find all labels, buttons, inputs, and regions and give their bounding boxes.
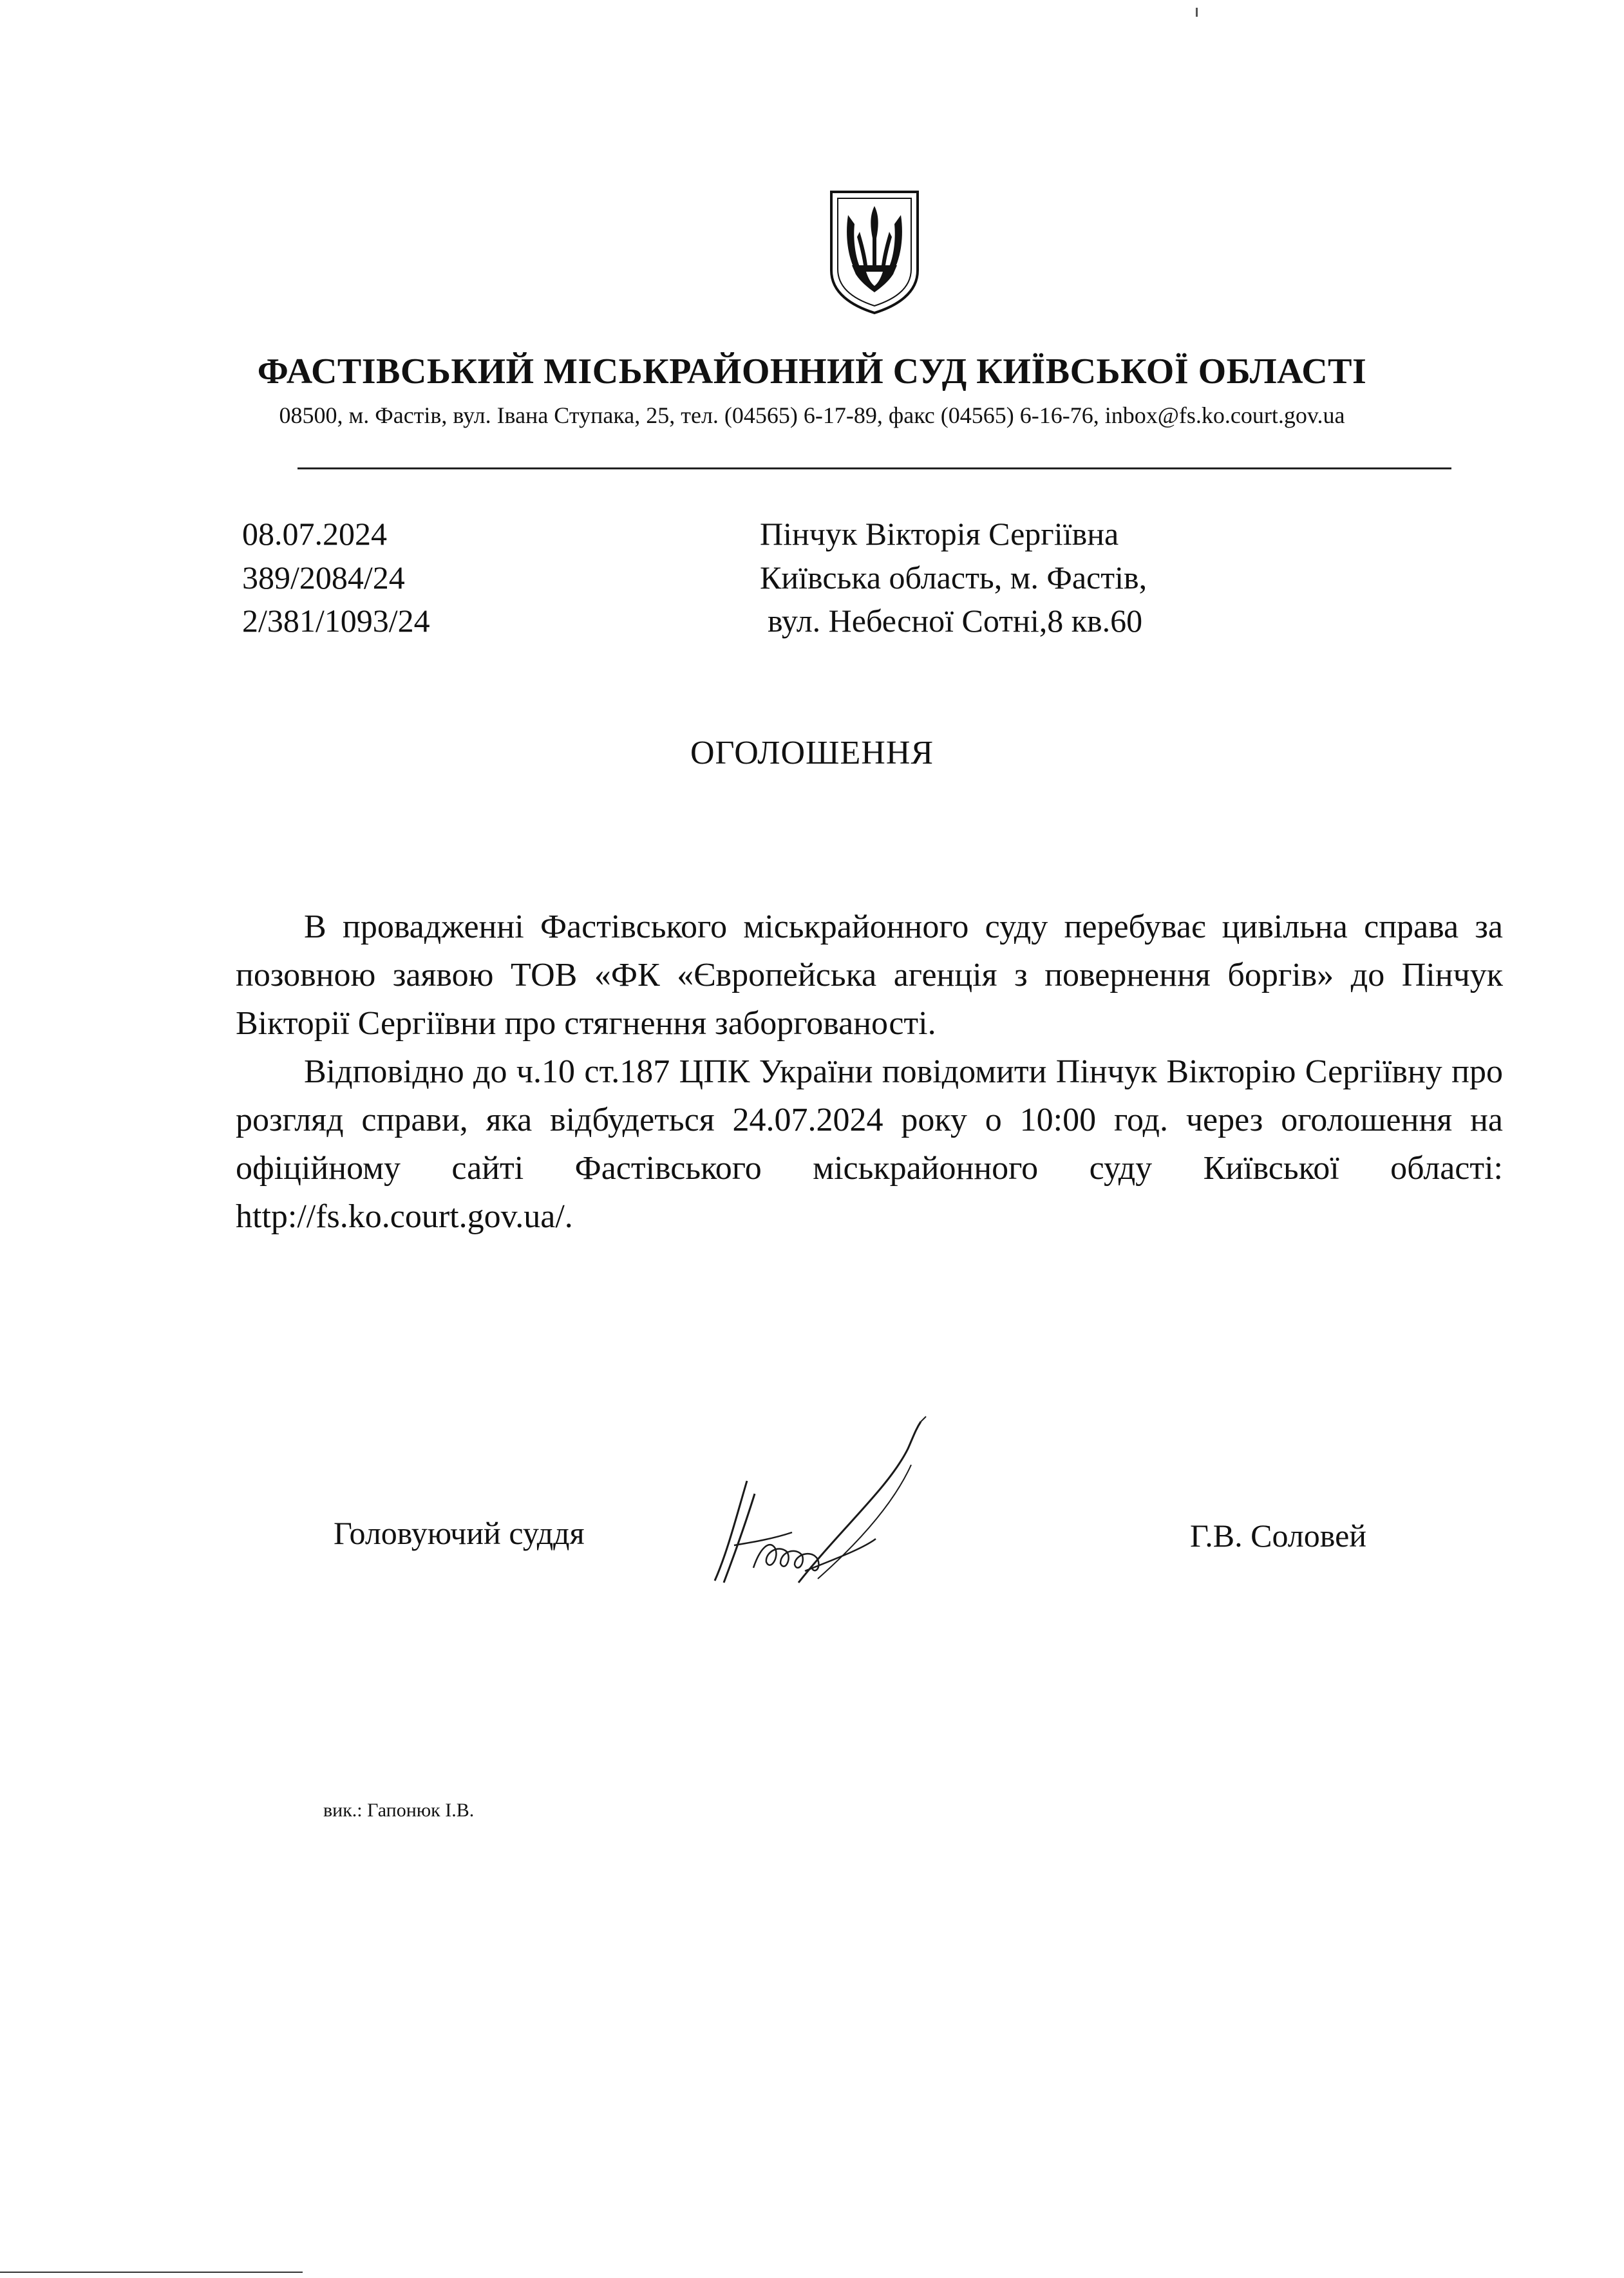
recipient-name: Пінчук Вікторія Сергіївна [760,516,1119,552]
proceeding-number: 2/381/1093/24 [242,603,430,639]
document-title: ОГОЛОШЕННЯ [690,735,934,771]
letter-date: 08.07.2024 [242,516,387,552]
executor-note: вик.: Гапонюк І.В. [323,1800,475,1821]
signer-name: Г.В. Соловей [1190,1518,1367,1554]
court-name-heading: ФАСТІВСЬКИЙ МІСЬКРАЙОННИЙ СУД КИЇВСЬКОЇ ОБЛАСТІ [257,352,1367,391]
body-paragraph-2: Відповідно до ч.10 ст.187 ЦПК України повідомити Пінчук Вікторію Сергіївну про розгляд справи, яка відбудеться 24.07.2024 року о 10:00 год. через оголошення на офіційному сайті Фастівського міськрайонного суду Київської області: http://fs.ko.court.gov.ua/. [236,1053,1503,1235]
header-divider [297,467,1451,469]
scan-artifact-mark [1196,8,1198,17]
recipient-address-line2: вул. Небесної Сотні,8 кв.60 [768,603,1143,639]
case-number: 389/2084/24 [242,560,405,596]
document-body [236,903,1503,1241]
ukraine-trident-emblem-icon [826,187,923,315]
court-address-line: 08500, м. Фастів, вул. Івана Ступака, 25, тел. (04565) 6-17-89, факс (04565) 6-16-76, inbox@fs.ko.court.gov.ua [279,402,1345,428]
handwritten-signature-icon [708,1410,1043,1603]
signer-role: Головуючий суддя [334,1515,585,1551]
recipient-address-line1: Київська область, м. Фастів, [760,560,1147,596]
page-bottom-mark [0,2272,303,2273]
body-paragraph-1: В провадженні Фастівського міськрайонного суду перебуває цивільна справа за позовною заявою ТОВ «ФК «Європейська агенція з повернення боргів» до Пінчук Вікторії Сергіївни про стягнення заборгованості. [236,908,1503,1042]
